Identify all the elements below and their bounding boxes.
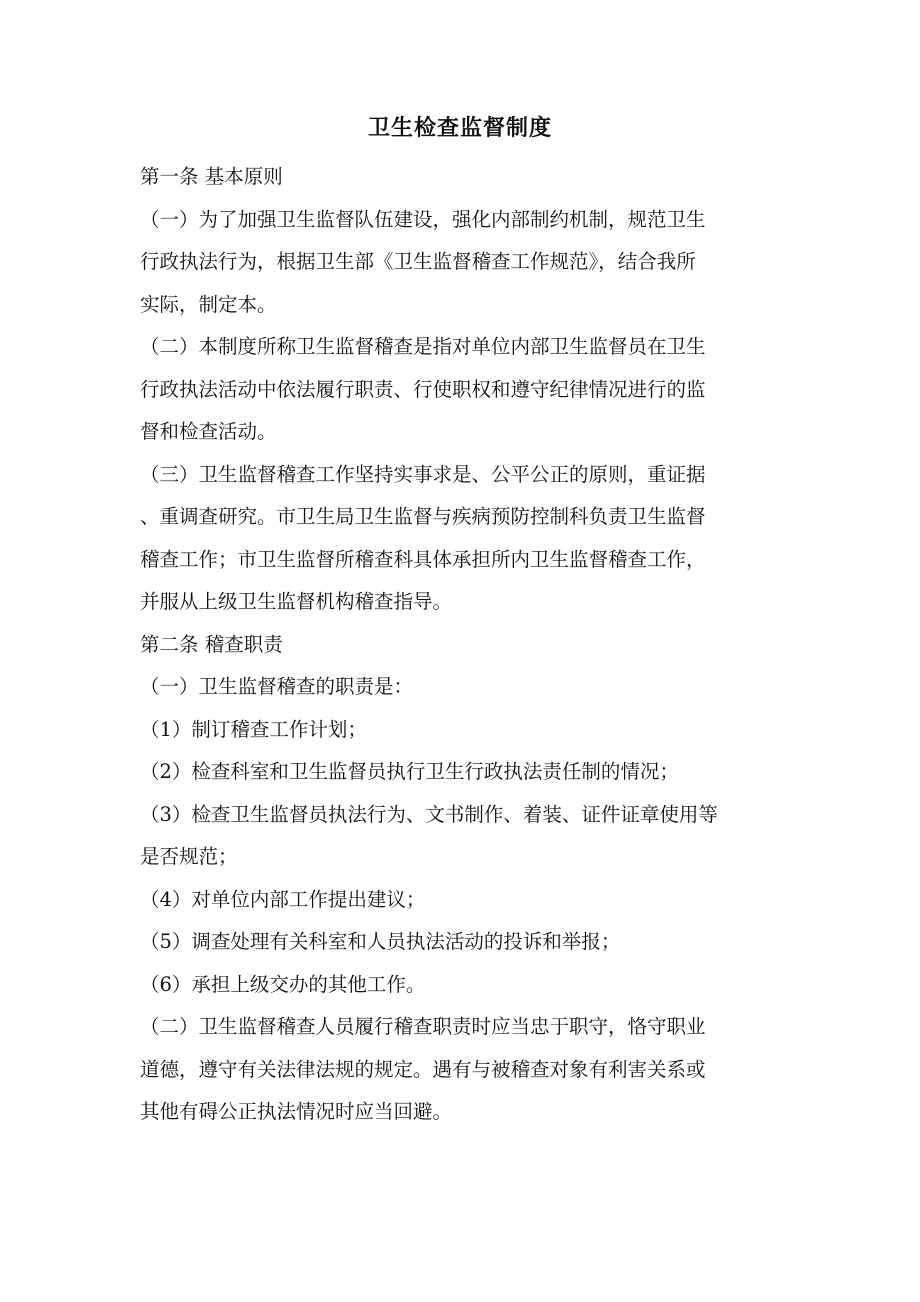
article-1-item-3 (140, 454, 780, 624)
text-line: （1）制订稽查工作计划； (140, 717, 367, 741)
duty-6 (140, 964, 780, 1007)
article-2-item-2 (140, 1006, 780, 1134)
text-line: 稽查工作；市卫生监督所稽查科具体承担所内卫生监督稽查工作， (140, 547, 706, 571)
duty-2 (140, 751, 780, 794)
article-1-item-1 (140, 199, 780, 327)
text-line: （6）承担上级交办的其他工作。 (140, 972, 426, 996)
text-line: （3）检查卫生监督员执法行为、文书制作、着装、证件证章使用等 (140, 802, 718, 826)
text-line: 督和检查活动。 (140, 420, 277, 443)
text-line: 其他有碍公正执法情况时应当回避。 (140, 1100, 453, 1123)
document-title: 卫生检查监督制度 (367, 115, 552, 141)
duty-4 (140, 879, 780, 922)
text-line: （4）对单位内部工作提出建议； (140, 887, 426, 911)
article-2-item-1 (140, 666, 780, 709)
text-line: （二）本制度所称卫生监督稽查是指对单位内部卫生监督员在卫生 (140, 335, 706, 358)
text-line: 道德，遵守有关法律法规的规定。遇有与被稽查对象有利害关系或 (140, 1057, 706, 1081)
text-line: （三）卫生监督稽查工作坚持实事求是、公平公正的原则，重证据 (140, 462, 706, 486)
article-1-heading (140, 156, 780, 199)
duty-3 (140, 794, 780, 879)
article-1-item-2 (140, 326, 780, 454)
text-line: （5）调查处理有关科室和人员执法活动的投诉和举报； (140, 930, 621, 953)
text-line: （二）卫生监督稽查人员履行稽查职责时应当忠于职守，恪守职业 (140, 1015, 706, 1038)
text-line: （2）检查科室和卫生监督员执行卫生行政执法责任制的情况； (140, 760, 679, 783)
duty-5 (140, 921, 780, 964)
article-2-heading (140, 624, 780, 667)
text-line: （一）为了加强卫生监督队伍建设，强化内部制约机制，规范卫生 (140, 207, 706, 231)
text-line: 第二条 稽查职责 (140, 632, 283, 656)
duty-1 (140, 709, 780, 752)
text-line: 第一条 基本原则 (140, 165, 283, 188)
text-line: （一）卫生监督稽查的职责是： (140, 675, 414, 698)
document-body (140, 112, 780, 1134)
text-line: 实际，制定本。 (140, 292, 277, 316)
text-line: 并服从上级卫生监督机构稽查指导。 (140, 590, 453, 613)
text-line: 是否规范； (140, 845, 238, 868)
text-line: 、重调查研究。市卫生局卫生监督与疾病预防控制科负责卫生监督 (140, 505, 706, 528)
text-line: 行政执法活动中依法履行职责、行使职权和遵守纪律情况进行的监 (140, 377, 706, 401)
text-line: 行政执法行为，根据卫生部《卫生监督稽查工作规范》，结合我所 (140, 250, 696, 273)
paragraph-list (140, 156, 780, 1134)
